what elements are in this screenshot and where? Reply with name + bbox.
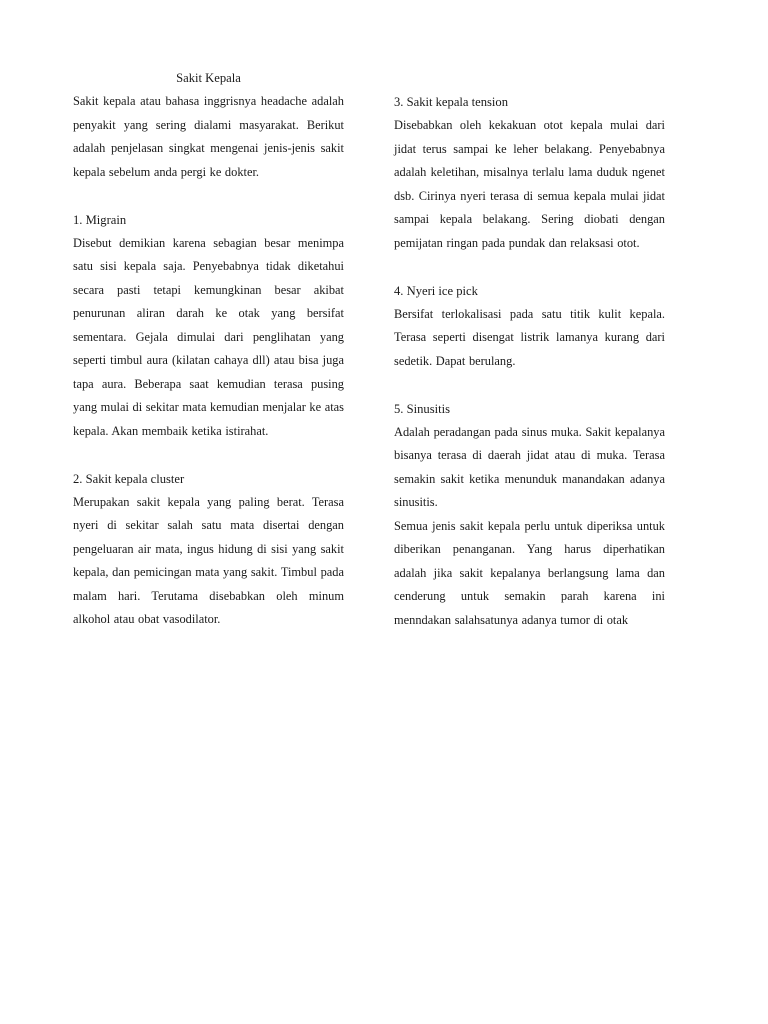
section-body-tension: Disebabkan oleh kekakuan otot kepala mulai dari jidat terus sampai ke leher belakang. Penyebabnya adalah keletihan, misalnya terlalu lama duduk ngenet dsb. Cirinya nyeri terasa di semua kepala mulai jidat sampai kepala belakang. Sering diobati dengan pemijatan ringan pada pundak dan relaksasi otot. bbox=[394, 118, 665, 250]
document-title: Sakit Kepala bbox=[176, 71, 241, 85]
section-title-sinusitis: 5. Sinusitis bbox=[394, 401, 450, 416]
intro-paragraph: Sakit kepala atau bahasa inggrisnya headache adalah penyakit yang sering dialami masyarakat. Berikut adalah penjelasan singkat mengenai jenis-jenis sakit kepala sebelum anda pergi ke dokter. bbox=[73, 94, 344, 179]
section-body-ice-pick: Bersifat terlokalisasi pada satu titik kulit kepala. Terasa seperti disengat listrik lamanya kurang dari sedetik. Dapat berulang. bbox=[394, 306, 665, 368]
section-title-migrain: 1. Migrain bbox=[73, 212, 127, 227]
section-body-sinusitis: Adalah peradangan pada sinus muka. Sakit kepalanya bisanya terasa di daerah jidat atau di muka. Terasa semakin sakit ketika menunduk manandakan adanya sinusitis. bbox=[394, 424, 665, 509]
closing-paragraph: Semua jenis sakit kepala perlu untuk diperiksa untuk diberikan penanganan. Yang harus diperhatikan adalah jika sakit kepalanya berlangsung lama dan cenderung untuk semakin parah karena ini menndakan salahsatunya adanya tumor di otak bbox=[394, 518, 665, 627]
section-title-ice-pick: 4. Nyeri ice pick bbox=[394, 283, 478, 298]
right-column bbox=[394, 90, 665, 632]
section-body-cluster: Merupakan sakit kepala yang paling berat. Terasa nyeri di sekitar salah satu mata disertai dengan pengeluaran air mata, ingus hidung di sisi yang sakit kepala, dan pemicingan mata yang sakit. Timbul pada malam hari. Terutama disebabkan oleh minum alkohol atau obat vasodilator. bbox=[73, 494, 344, 626]
section-title-tension: 3. Sakit kepala tension bbox=[394, 95, 509, 109]
left-column bbox=[73, 66, 344, 632]
section-body-migrain: Disebut demikian karena sebagian besar menimpa satu sisi kepala saja. Penyebabnya tidak diketahui secara pasti tetapi kemungkinan besar akibat penurunan aliran darah ke otak yang bersifat sementara. Gejala dimulai dari penglihatan yang seperti timbul aura (kilatan cahaya dll) atau bisa juga tapa aura. Beberapa saat kemudian terasa pusing yang mulai di sekitar mata kemudian menjalar ke atas kepala. Akan membaik ketika istirahat. bbox=[73, 235, 344, 438]
section-title-cluster: 2. Sakit kepala cluster bbox=[73, 471, 185, 486]
